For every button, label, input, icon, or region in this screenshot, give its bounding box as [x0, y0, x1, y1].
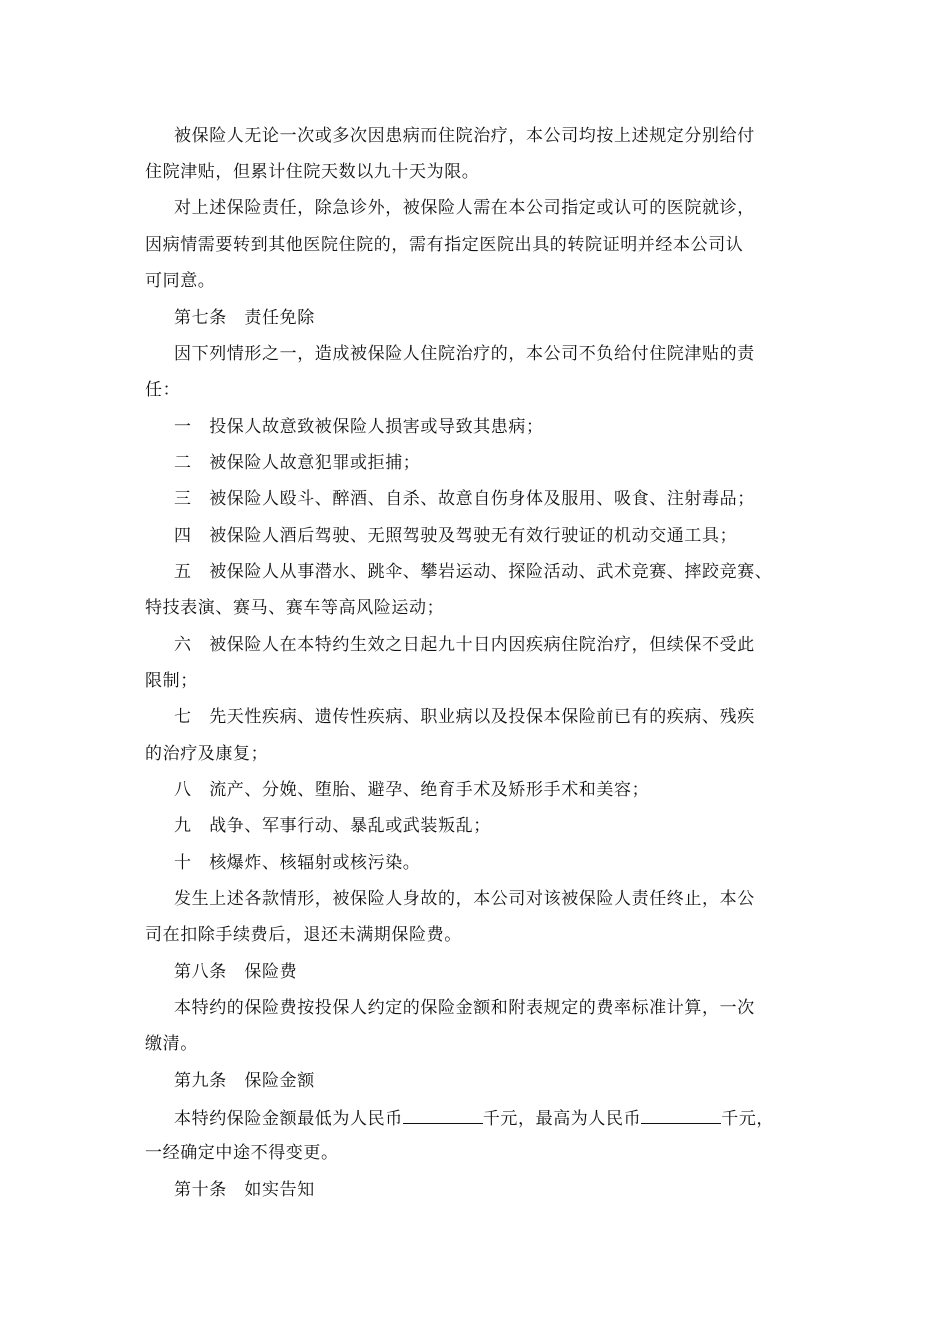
min-amount-blank — [403, 1105, 483, 1124]
paragraph-line: 一经确定中途不得变更。 — [145, 1143, 339, 1163]
paragraph-line: 发生上述各款情形，被保险人身故的，本公司对该被保险人责任终止，本公 — [174, 889, 755, 909]
list-item: 七 先天性疾病、遗传性疾病、职业病以及投保本保险前已有的疾病、残疾 — [174, 707, 755, 727]
list-item-continuation: 特技表演、赛马、赛车等高风险运动； — [145, 598, 445, 618]
list-item: 一 投保人故意致被保险人损害或导致其患病； — [174, 417, 544, 437]
paragraph-line: 司在扣除手续费后，退还未满期保险费。 — [145, 925, 462, 945]
paragraph-line: 对上述保险责任，除急诊外，被保险人需在本公司指定或认可的医院就诊， — [174, 198, 755, 218]
section-heading: 第九条 保险金额 — [174, 1071, 315, 1091]
list-item: 二 被保险人故意犯罪或拒捕； — [174, 453, 421, 473]
paragraph-line: 住院津贴，但累计住院天数以九十天为限。 — [145, 162, 480, 182]
amount-line — [174, 1105, 774, 1131]
section-heading: 第八条 保险费 — [174, 962, 298, 982]
list-item: 十 核爆炸、核辐射或核污染。 — [174, 853, 421, 873]
amount-text-max: 千元，最高为人民币 — [482, 1109, 642, 1129]
paragraph-line: 因下列情形之一，造成被保险人住院治疗的，本公司不负给付住院津贴的责 — [174, 344, 755, 364]
list-item: 八 流产、分娩、堕胎、避孕、绝育手术及矫形手术和美容； — [174, 780, 650, 800]
list-item: 四 被保险人酒后驾驶、无照驾驶及驾驶无有效行驶证的机动交通工具； — [174, 526, 738, 546]
paragraph-line: 本特约的保险费按投保人约定的保险金额和附表规定的费率标准计算，一次 — [174, 998, 755, 1018]
max-amount-blank — [641, 1105, 721, 1124]
list-item: 三 被保险人殴斗、醉酒、自杀、故意自伤身体及服用、吸食、注射毒品； — [174, 489, 755, 509]
paragraph-line: 任： — [145, 380, 181, 400]
section-heading: 第十条 如实告知 — [174, 1180, 315, 1200]
list-item: 六 被保险人在本特约生效之日起九十日内因疾病住院治疗，但续保不受此 — [174, 635, 755, 655]
paragraph-line: 缴清。 — [145, 1034, 198, 1054]
list-item-continuation: 限制； — [145, 671, 198, 691]
paragraph-line: 因病情需要转到其他医院住院的，需有指定医院出具的转院证明并经本公司认 — [145, 235, 744, 255]
list-item-continuation: 的治疗及康复； — [145, 744, 269, 764]
amount-text-min: 本特约保险金额最低为人民币 — [174, 1109, 403, 1129]
list-item: 九 战争、军事行动、暴乱或武装叛乱； — [174, 816, 491, 836]
paragraph-line: 被保险人无论一次或多次因患病而住院治疗，本公司均按上述规定分别给付 — [174, 126, 755, 146]
list-item: 五 被保险人从事潜水、跳伞、攀岩运动、探险活动、武术竞赛、摔跤竞赛、 — [174, 562, 773, 582]
section-heading: 第七条 责任免除 — [174, 308, 315, 328]
amount-text-end: 千元， — [721, 1109, 775, 1129]
paragraph-line: 可同意。 — [145, 271, 216, 291]
